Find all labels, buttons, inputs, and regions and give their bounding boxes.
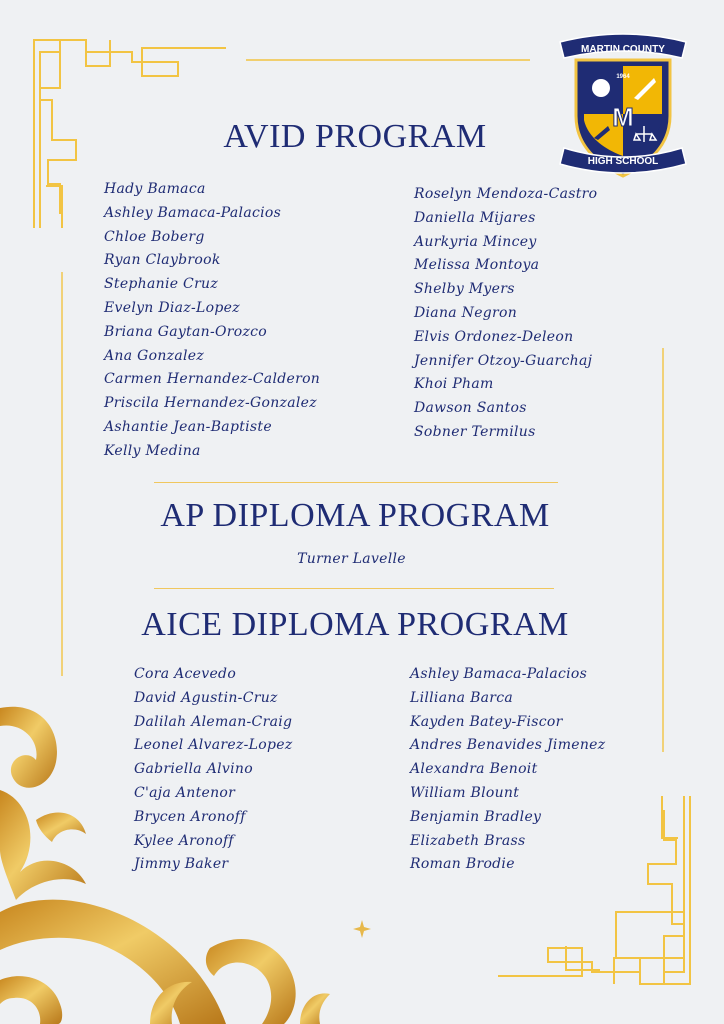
student-name: Kylee Aronoff bbox=[134, 832, 234, 849]
aice-names-left bbox=[134, 663, 293, 877]
student-name: Ana Gonzalez bbox=[104, 347, 205, 364]
student-name: Ashantie Jean-Baptiste bbox=[104, 418, 272, 435]
crest-bottom-text: HIGH SCHOOL bbox=[587, 156, 659, 167]
theater-mask-icon bbox=[592, 79, 610, 97]
student-name: Aurkyria Mincey bbox=[414, 233, 537, 250]
student-name: Roselyn Mendoza-Castro bbox=[414, 186, 598, 202]
student-name: Kayden Batey-Fiscor bbox=[410, 713, 563, 730]
student-name: Khoi Pham bbox=[414, 376, 494, 393]
student-name: Roman Brodie bbox=[410, 856, 515, 873]
student-name: Alexandra Benoit bbox=[410, 761, 538, 778]
student-name: Dalilah Aleman-Craig bbox=[134, 713, 293, 730]
student-name: Daniella Mijares bbox=[414, 209, 536, 226]
avid-program-title: AVID PROGRAM bbox=[223, 118, 487, 155]
student-name: Sobner Termilus bbox=[414, 423, 536, 440]
student-name: Diana Negron bbox=[414, 304, 518, 321]
student-name: William Blount bbox=[410, 784, 520, 801]
student-name: Melissa Montoya bbox=[414, 257, 540, 274]
student-name: Hady Bamaca bbox=[104, 181, 206, 197]
student-name: Shelby Myers bbox=[414, 281, 515, 298]
ap-diploma-name: Turner Lavelle bbox=[297, 551, 406, 567]
crest-top-text: MARTIN COUNTY bbox=[581, 44, 665, 55]
student-name: David Agustin-Cruz bbox=[134, 689, 278, 706]
student-name: Kelly Medina bbox=[104, 442, 201, 459]
student-name: Cora Acevedo bbox=[134, 666, 237, 682]
student-name: Leonel Alvarez-Lopez bbox=[134, 737, 293, 754]
avid-names-left bbox=[104, 178, 320, 464]
student-name: Gabriella Alvino bbox=[134, 761, 253, 778]
student-name: Benjamin Bradley bbox=[410, 808, 542, 825]
student-name: Andres Benavides Jimenez bbox=[410, 737, 606, 754]
student-name: Ryan Claybrook bbox=[104, 252, 221, 269]
student-name: Ashley Bamaca-Palacios bbox=[104, 204, 282, 221]
student-name: C'aja Antenor bbox=[134, 784, 236, 801]
divider-line bbox=[154, 588, 554, 589]
student-name: Priscila Hernandez-Gonzalez bbox=[104, 395, 317, 412]
sparkle-icon bbox=[353, 920, 371, 938]
avid-names-right bbox=[414, 183, 597, 445]
ap-diploma-title: AP DIPLOMA PROGRAM bbox=[160, 497, 550, 534]
school-crest-logo bbox=[556, 30, 690, 180]
crest-year: 1964 bbox=[616, 74, 630, 80]
student-name: Elvis Ordonez-Deleon bbox=[414, 328, 574, 345]
aice-names-right bbox=[410, 663, 605, 877]
student-name: Lilliana Barca bbox=[410, 689, 514, 706]
student-name: Briana Gaytan-Orozco bbox=[104, 323, 268, 340]
student-name: Ashley Bamaca-Palacios bbox=[410, 666, 588, 682]
student-name: Chloe Boberg bbox=[104, 228, 205, 245]
student-name: Carmen Hernandez-Calderon bbox=[104, 371, 321, 388]
student-name: Brycen Aronoff bbox=[134, 808, 246, 825]
student-name: Elizabeth Brass bbox=[410, 832, 526, 849]
divider-line bbox=[154, 482, 558, 483]
student-name: Jimmy Baker bbox=[134, 856, 229, 873]
aice-diploma-title: AICE DIPLOMA PROGRAM bbox=[141, 606, 569, 643]
student-name: Dawson Santos bbox=[414, 400, 527, 417]
student-name: Evelyn Diaz-Lopez bbox=[104, 299, 240, 316]
student-name: Stephanie Cruz bbox=[104, 276, 219, 293]
crest-letter: M bbox=[612, 102, 634, 132]
student-name: Jennifer Otzoy-Guarchaj bbox=[414, 352, 593, 369]
